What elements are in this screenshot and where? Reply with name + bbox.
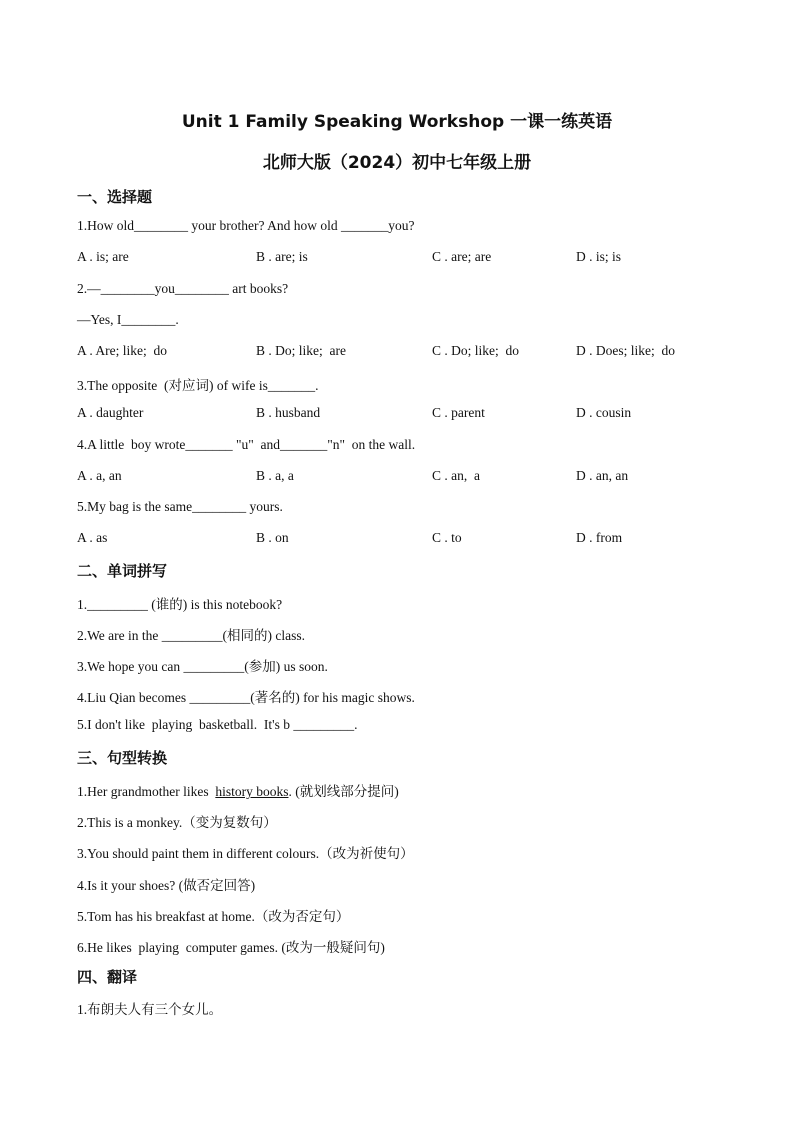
q4-option-a: A . a, an [77, 468, 122, 483]
transform-1-prefix: 1.Her grandmother likes [77, 784, 216, 799]
q3-option-a: A . daughter [77, 405, 144, 420]
transform-1-underlined: history books [215, 784, 289, 799]
q1-option-d: D . is; is [576, 249, 622, 264]
q3-option-d: D . cousin [576, 405, 632, 420]
question-2-line-2: —Yes, I________. [77, 312, 179, 327]
section-heading-translation: 四、翻译 [77, 968, 138, 986]
transform-1-suffix: . (就划线部分提问) [288, 784, 399, 799]
spelling-item-2: 2.We are in the _________(相同的) class. [77, 628, 305, 643]
spelling-item-1: 1._________ (谁的) is this notebook? [77, 597, 283, 612]
q5-option-d: D . from [576, 530, 623, 545]
q4-option-d: D . an, an [576, 468, 629, 483]
spelling-item-5: 5.I don't like playing basketball. It's b _________. [77, 717, 358, 732]
q2-option-d: D . Does; like; do [576, 343, 675, 358]
spelling-item-4: 4.Liu Qian becomes _________(著名的) for his magic shows. [77, 690, 415, 705]
q4-option-c: C . an, a [432, 468, 480, 483]
question-2-line-1: 2.—________you________ art books? [77, 281, 289, 296]
q1-option-c: C . are; are [432, 249, 492, 264]
transform-item-2: 2.This is a monkey.（变为复数句） [77, 815, 277, 830]
page-title: Unit 1 Family Speaking Workshop 一课一练英语 [181, 112, 613, 132]
page-subtitle: 北师大版（2024）初中七年级上册 [262, 153, 532, 173]
question-5: 5.My bag is the same________ yours. [77, 499, 283, 514]
q5-option-a: A . as [77, 530, 108, 545]
section-heading-transform: 三、句型转换 [77, 749, 168, 767]
q2-option-b: B . Do; like; are [256, 343, 346, 358]
q2-option-a: A . Are; like; do [77, 343, 167, 358]
q3-option-b: B . husband [256, 405, 321, 420]
translation-item-1: 1.布朗夫人有三个女儿。 [77, 1002, 223, 1017]
question-3: 3.The opposite (对应词) of wife is_______. [77, 378, 319, 393]
question-4: 4.A little boy wrote_______ "u" and_______"n" on the wall. [77, 437, 416, 452]
q5-option-b: B . on [256, 530, 289, 545]
transform-item-6: 6.He likes playing computer games. (改为一般疑问句) [77, 940, 385, 955]
q1-option-a: A . is; are [77, 249, 129, 264]
transform-item-5: 5.Tom has his breakfast at home.（改为否定句） [77, 909, 350, 924]
question-1: 1.How old________ your brother? And how old _______you? [77, 218, 415, 233]
q5-option-c: C . to [432, 530, 462, 545]
transform-item-3: 3.You should paint them in different colours.（改为祈使句） [77, 846, 414, 861]
transform-item-1 [77, 780, 399, 800]
q1-option-b: B . are; is [256, 249, 308, 264]
spelling-item-3: 3.We hope you can _________(参加) us soon. [77, 659, 328, 674]
q4-option-b: B . a, a [256, 468, 294, 483]
q3-option-c: C . parent [432, 405, 485, 420]
transform-item-4: 4.Is it your shoes? (做否定回答) [77, 878, 256, 893]
section-heading-choice: 一、选择题 [77, 188, 153, 206]
section-heading-spelling: 二、单词拼写 [77, 562, 168, 580]
q2-option-c: C . Do; like; do [432, 343, 519, 358]
